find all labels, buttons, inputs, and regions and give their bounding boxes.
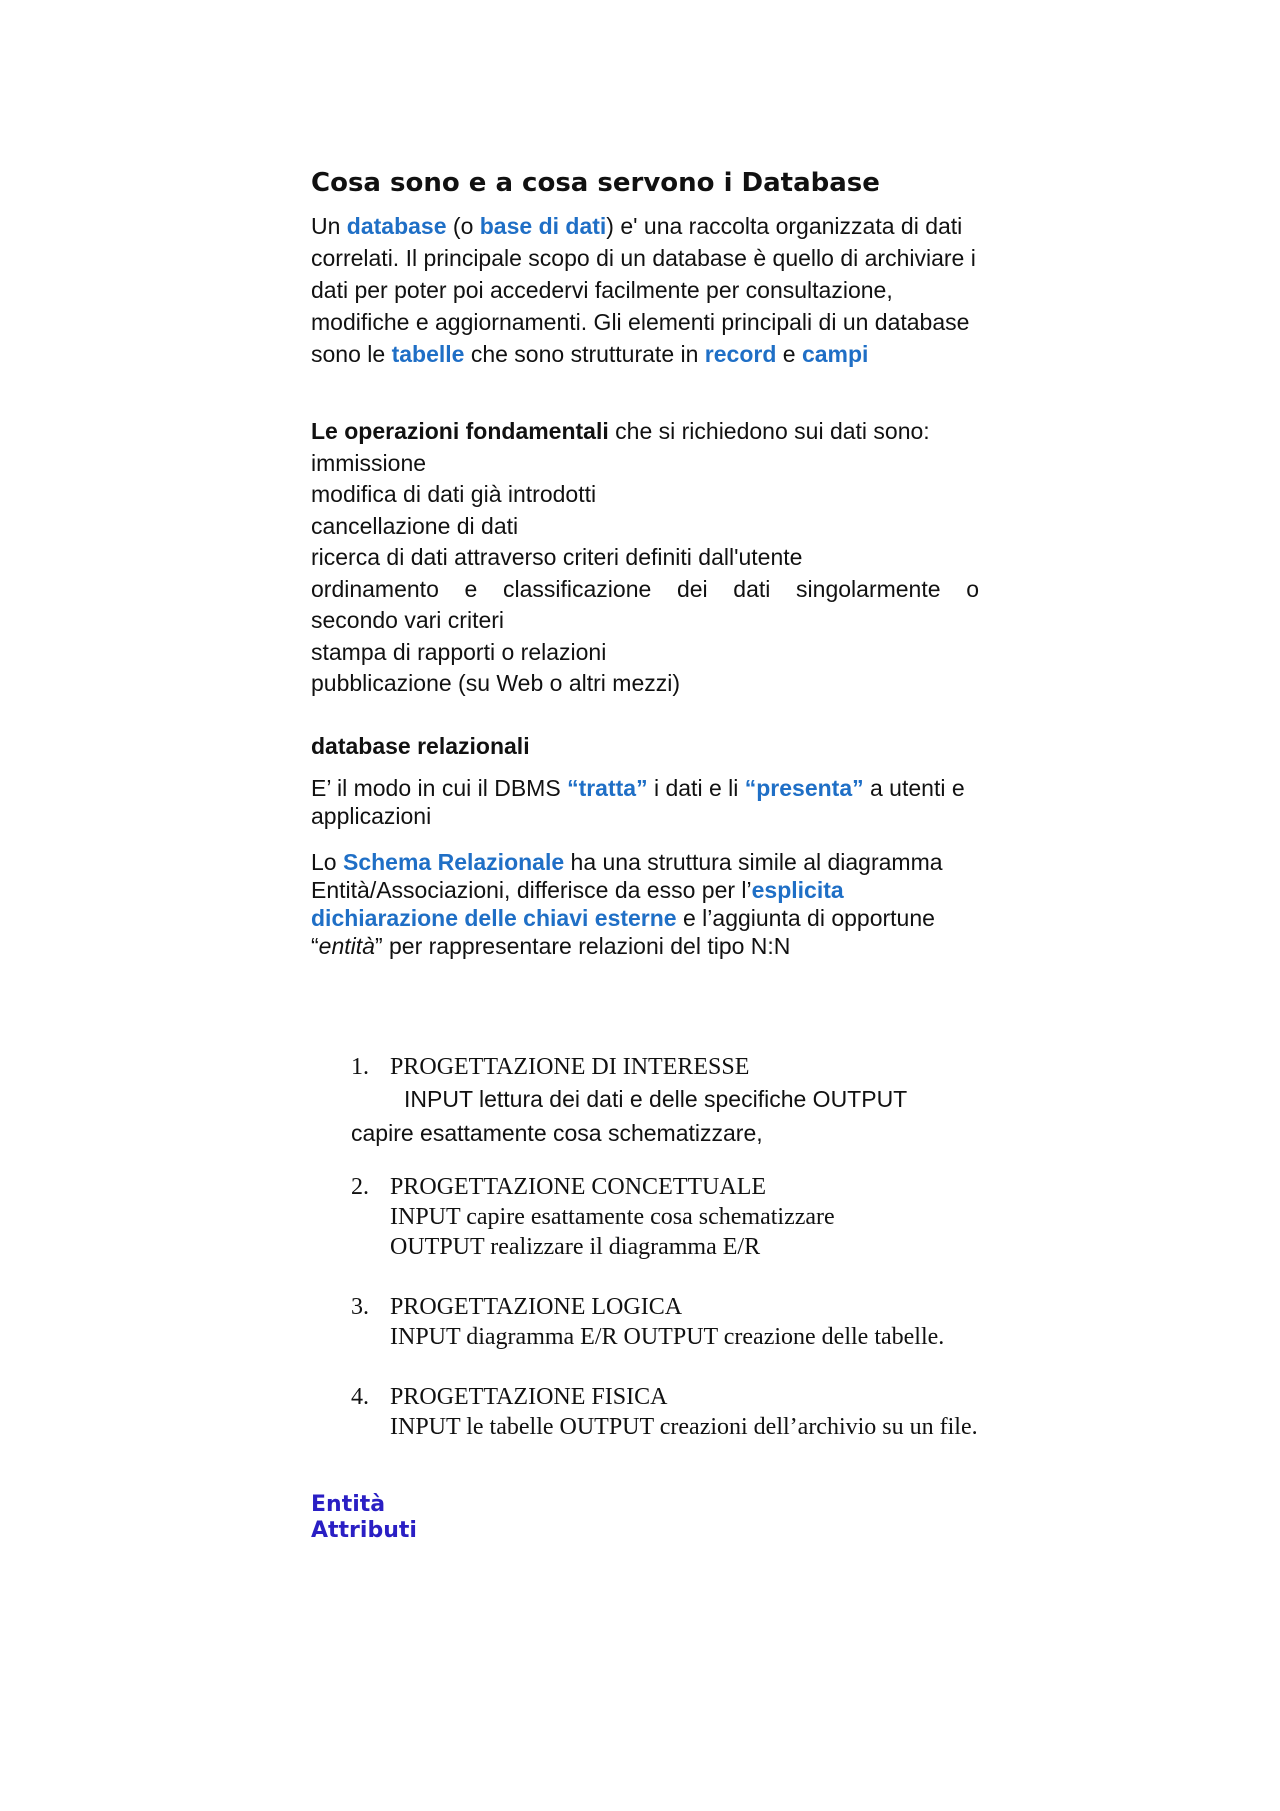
list-item: stampa di rapporti o relazioni [311, 638, 607, 665]
rel-text: E’ il modo in cui il DBMS [311, 774, 568, 801]
rel-text: a utenti e applicazioni [311, 774, 965, 829]
step-detail [351, 1082, 979, 1150]
step-number: 2. [351, 1173, 369, 1200]
term-entita: Entità [311, 1491, 386, 1517]
operations-heading [311, 416, 979, 448]
intro-text: e [776, 341, 802, 367]
list-item: ricerca di dati attraverso criteri definiti dall'utente [311, 544, 803, 570]
operations-heading-rest: che si richiedono sui dati sono: [608, 418, 930, 444]
step-title: PROGETTAZIONE LOGICA [390, 1293, 683, 1320]
list-item: cancellazione di dati [311, 512, 519, 539]
term-record: record [704, 341, 777, 367]
term-entita-italic: entità [318, 932, 375, 959]
design-steps-list [311, 1052, 979, 1442]
rel-text: i dati e li [647, 774, 745, 801]
step-item [351, 1292, 979, 1352]
list-item: secondo vari criteri [311, 607, 505, 633]
step-line: capire esattamente cosa schematizzare, [351, 1119, 763, 1146]
step-line: INPUT lettura dei dati e delle specifiche OUTPUT [404, 1085, 908, 1112]
step-body [390, 1172, 979, 1262]
step-line: INPUT capire esattamente cosa schematizzare [390, 1203, 835, 1230]
relational-paragraph-2 [311, 848, 979, 960]
step-body [351, 1052, 979, 1150]
intro-text: ) e' una raccolta organizzata di dati correlati. Il principale scopo di un database è quello di archiviare i dati per poter poi accedervi facilmente per consultazione, modifiche e aggiornamenti. Gli elementi principali di un database sono le [311, 213, 976, 367]
document-content [311, 160, 979, 1544]
term-tabelle: tabelle [391, 341, 465, 367]
step-line: OUTPUT realizzare il diagramma E/R [390, 1233, 761, 1260]
list-item: pubblicazione (su Web o altri mezzi) [311, 670, 681, 696]
rel-text: ha una struttura simile al diagramma Entità/Associazioni, differisce da esso per l’ [311, 848, 943, 903]
intro-text: (o [446, 213, 480, 239]
term-attributi: Attributi [311, 1517, 417, 1543]
term-campi: campi [801, 341, 869, 367]
spacer [311, 370, 979, 416]
operations-section [311, 416, 979, 700]
step-item [351, 1382, 979, 1442]
step-line: INPUT diagramma E/R OUTPUT creazione delle tabelle. [390, 1323, 945, 1350]
step-body [390, 1382, 979, 1442]
term-presenta: “presenta” [744, 774, 864, 801]
step-title: PROGETTAZIONE DI INTERESSE [390, 1053, 750, 1080]
relational-paragraph-1 [311, 774, 979, 830]
list-item: modifica di dati già introdotti [311, 481, 597, 507]
relational-heading: database relazionali [311, 732, 530, 759]
term-schema-relazionale: Schema Relazionale [342, 848, 565, 875]
page-title: Cosa sono e a cosa servono i Database [311, 168, 880, 198]
term-esplicita: esplicita dichiarazione delle chiavi esterne [311, 876, 844, 931]
step-number: 3. [351, 1293, 369, 1320]
rel-text: e l’aggiunta di opportune “ [311, 904, 935, 959]
step-item [351, 1052, 979, 1150]
step-title: PROGETTAZIONE FISICA [390, 1383, 668, 1410]
step-number: 1. [351, 1053, 369, 1080]
intro-paragraph [311, 210, 979, 370]
intro-text: che sono strutturate in [464, 341, 705, 367]
list-item: ordinamento e classificazione dei dati singolarmente o [311, 575, 979, 602]
step-item [351, 1172, 979, 1262]
step-number: 4. [351, 1383, 369, 1410]
terms-list [311, 1492, 979, 1544]
intro-text: Un [311, 213, 347, 239]
rel-text: Lo [311, 848, 343, 875]
step-line: INPUT le tabelle OUTPUT creazioni dell’archivio su un file. [390, 1413, 978, 1440]
step-body [390, 1292, 979, 1352]
rel-text: ” per rappresentare relazioni del tipo N:N [374, 932, 791, 959]
list-item: immissione [311, 449, 427, 476]
term-base-di-dati: base di dati [479, 213, 607, 239]
operations-heading-bold: Le operazioni fondamentali [311, 418, 609, 444]
term-database: database [346, 213, 447, 239]
term-tratta: “tratta” [567, 774, 648, 801]
step-title: PROGETTAZIONE CONCETTUALE [390, 1173, 767, 1200]
